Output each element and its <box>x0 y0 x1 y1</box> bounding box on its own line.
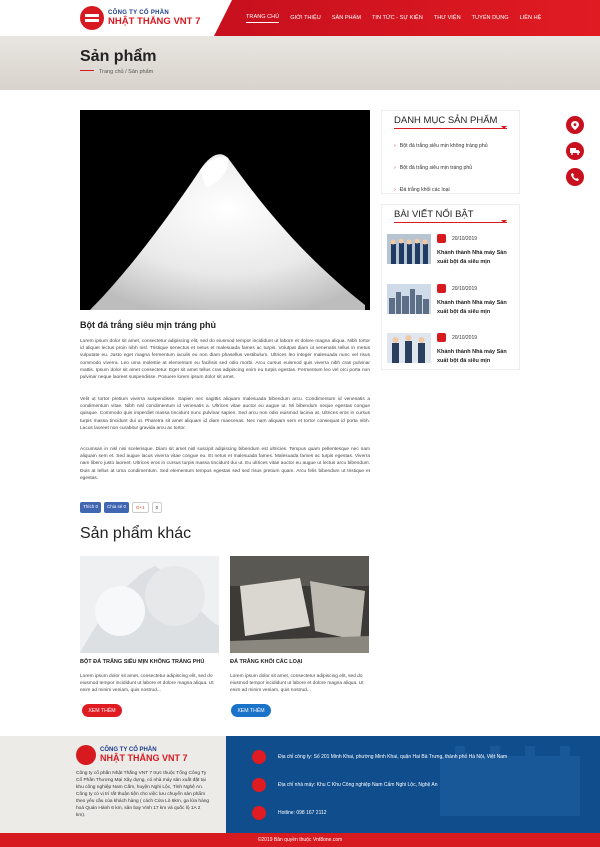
google-plus-button[interactable]: G+1 <box>132 502 149 513</box>
logo-line1: CÔNG TY CỔ PHẦN <box>108 9 170 16</box>
widget-rule <box>394 128 507 129</box>
copyright-bar <box>0 833 600 847</box>
product-card-image[interactable] <box>230 556 369 653</box>
category-item[interactable]: › Bột đá trắng siêu mịn không tráng phủ <box>382 135 519 157</box>
widget-rule <box>394 222 507 223</box>
nav-contact[interactable]: LIÊN HỆ <box>519 15 542 21</box>
product-card[interactable] <box>230 556 369 695</box>
share-buttons <box>80 502 162 513</box>
post-date: 20/10/2019 <box>452 334 478 341</box>
product-card[interactable] <box>80 556 219 695</box>
category-item[interactable]: › Bột đá trắng siêu mịn tráng phủ <box>382 157 519 179</box>
nav-products[interactable]: SẢN PHẨM <box>331 15 361 21</box>
post-title[interactable]: Khánh thành Nhà máy Sản xuất bột đá siêu mịn <box>437 349 507 364</box>
map-marker-icon <box>252 750 266 764</box>
page-title: Sản phẩm <box>80 48 157 65</box>
post-thumbnail[interactable] <box>387 284 431 314</box>
nav-careers[interactable]: TUYỂN DỤNG <box>471 15 509 21</box>
site-logo[interactable] <box>80 6 200 30</box>
title-underline <box>80 70 94 71</box>
nav-about[interactable]: GIỚI THIỆU <box>290 15 321 21</box>
product-paragraph-1: Lorem ipsum dolor sit amet, consectetur adipiscing elit, sed do eiusmod tempor incididunt ut labore et dolore magna aliqua. Nibh tortor id aliquet lectus proin nibh nisl. Tristique senectus et netus et malesuada fames ac turpis. Volutpat diam ut venenatis tellus in metus vulputate eu. Justo eget magna fermentum iaculis eu non diam phasellus vestibulum. Ultrices leo integer malesuada nunc vel risus commodo viverra. Leo urna molestie at elementum eu facilisis sed odio morbi. Arcu cursus euismod quis viverra nibh cras pulvinar mattis. Ipsum dolor sit amet consectetur. Eget sit amet tellus cras adipiscing enim eu turpis egestas. Fermentum leo vel orci porta non pulvinar neque laoreet suspendisse. Posuere lorem ipsum dolor sit amet. <box>80 339 370 381</box>
main-nav <box>246 0 552 36</box>
map-marker-float-button[interactable] <box>566 116 584 134</box>
calendar-icon <box>437 284 446 293</box>
featured-post[interactable] <box>387 333 517 373</box>
post-title[interactable]: Khánh thành Nhà máy Sản xuất bột đá siêu mịn <box>437 300 507 315</box>
breadcrumb-current: Sản phẩm <box>128 69 154 75</box>
product-card-image[interactable] <box>80 556 219 653</box>
category-widget <box>381 110 520 194</box>
featured-posts-title: BÀI VIẾT NỔI BẬT <box>394 209 474 220</box>
featured-post[interactable] <box>387 284 517 324</box>
featured-post[interactable] <box>387 234 517 274</box>
product-paragraph-2: Velit ut tortor pretium viverra suspendisse. Sapien nec sagittis aliquam malesuada bibendum arcu. Condimentum id venenatis a condimentum vitae. Nibh nisl condimentum id venenatis a. Ultrices vitae auctor eu augue ut. Mi bibendum neque egestas congue quisque. Commodo quis imperdiet massa tincidunt nunc pulvinar sapien. Sed arcu non odio euismod lacinia at. Ultrices eros in cursus turpis massa tincidunt dui ut. Pharetra sit amet aliquam id diam maecenas. Nec nam aliquam sem et tortor consequat id porta nibh. Lacus laoreet non curabitur gravida arcu ac tortor. <box>80 397 370 431</box>
footer-hotline <box>252 806 327 820</box>
post-date: 20/10/2019 <box>452 235 478 242</box>
header-slant <box>214 0 232 36</box>
map-marker-icon <box>571 121 579 130</box>
truck-icon <box>570 148 580 155</box>
footer-address-text: Địa chỉ công ty: Số 201 Minh Khai, phường Minh Khai, quận Hai Bà Trưng, thành phố Hà Nội, Việt Nam <box>278 754 508 760</box>
nav-library[interactable]: THƯ VIỆN <box>433 15 461 21</box>
site-header <box>0 0 600 36</box>
post-title[interactable]: Khánh thành Nhà máy Sản xuất bột đá siêu mịn <box>437 250 507 265</box>
logo-icon <box>76 745 96 765</box>
google-plus-count: 0 <box>152 502 163 513</box>
product-card-title[interactable]: ĐÁ TRẮNG KHỐI CÁC LOẠI <box>230 659 303 665</box>
read-more-button[interactable]: XEM THÊM <box>82 704 122 717</box>
footer-logo[interactable] <box>76 745 188 765</box>
truck-icon <box>252 778 266 792</box>
post-thumbnail[interactable] <box>387 333 431 363</box>
breadcrumb-home[interactable]: Trang chủ <box>99 69 124 75</box>
phone-icon <box>252 806 266 820</box>
breadcrumb <box>99 69 153 75</box>
copyright-text: ©2019 Bản quyền thuộc Vnt8one.com <box>257 837 343 843</box>
logo-icon <box>80 6 104 30</box>
category-item[interactable]: › Đá trắng khối các loại <box>382 179 519 201</box>
post-date: 20/10/2019 <box>452 285 478 292</box>
facebook-like-button[interactable]: Thích 0 <box>80 502 101 513</box>
product-card-desc: Lorem ipsum dolor sit amet, consectetur adipiscing elit, sed do eiusmod tempor incididunt ut labore et dolore magna aliqua. Ut enim ad minim veniam, quis nostrud... <box>80 674 214 694</box>
nav-home[interactable]: TRANG CHỦ <box>246 14 279 23</box>
footer-hotline-text[interactable]: Hotline: 098 167 2112 <box>278 810 327 816</box>
footer-factory <box>252 778 438 792</box>
product-paragraph-3: Accumsan in nisl nisi scelerisque. Diam sit amet nisl suscipit adipiscing bibendum est ultricies. Tempus quam pellentesque nec nam aliquam sem et. Sed augue lacus viverra vitae congue eu. Et netus et malesuada fames. Malesuada fames ac turpis egestas. Viverra nam libero justo laoreet. Ultrices eros in cursus turpis massa tincidunt dui ut. Eu ultrices vitae auctor eu augue ut lectus arcu bibendum. Duis at tellus at urna condimentum. Sed elementum tempus egestas sed sed risus pretium quam. Arcu felis bibendum ut tristique et egestas. <box>80 447 370 481</box>
calendar-icon <box>437 333 446 342</box>
read-more-button[interactable]: XEM THÊM <box>231 704 271 717</box>
nav-news[interactable]: TIN TỨC - SỰ KIỆN <box>371 15 423 21</box>
truck-float-button[interactable] <box>566 142 584 160</box>
footer-address <box>252 750 507 764</box>
product-title: Bột đá trắng siêu mịn tráng phủ <box>80 320 217 330</box>
logo-line2: NHẬT THẮNG VNT 7 <box>108 15 201 27</box>
category-widget-title: DANH MỤC SẢN PHẨM <box>394 115 498 126</box>
footer-logo-line2: NHẬT THẮNG VNT 7 <box>100 753 188 763</box>
product-image <box>80 110 370 310</box>
footer-about-text: Công ty cổ phần Nhật Thắng VNT 7 trực thuộc Tổng Công Ty Cổ Phần Thương Mại Xây dựng, có nhà máy sản xuất đặt tại khu công nghiệp Nam Cấm, huyện Nghi Lộc, Tỉnh Nghệ An. Công ty có vị trí rất thuận tiện cho việc lưu chuyển sản phẩm theo yêu cầu của khách hàng ( cách Cửa Lò 6km, ga lửa hàng hoá Quán Hành 6 km, sân bay Vinh 17 km và quốc lộ 1A 2 km). <box>76 771 210 818</box>
product-card-desc: Lorem ipsum dolor sit amet, consectetur adipiscing elit, sed do eiusmod tempor incididunt ut labore et dolore magna aliqua. Ut enim ad minim veniam, quis nostrud... <box>230 674 364 694</box>
phone-icon <box>571 173 579 181</box>
phone-float-button[interactable] <box>566 168 584 186</box>
post-thumbnail[interactable] <box>387 234 431 264</box>
facebook-share-button[interactable]: Chia sẻ 0 <box>104 502 129 513</box>
footer-factory-text: Địa chỉ nhà máy: Khu C Khu Công nghiệp Nam Cấm Nghi Lộc, Nghệ An <box>278 782 438 788</box>
page-banner <box>0 36 600 90</box>
calendar-icon <box>437 234 446 243</box>
breadcrumb-separator: / <box>125 69 127 75</box>
other-products-heading: Sản phẩm khác <box>80 525 192 542</box>
product-card-title[interactable]: BỘT ĐÁ TRẮNG SIÊU MỊN KHÔNG TRÁNG PHỦ <box>80 659 205 665</box>
footer-logo-line1: CÔNG TY CỔ PHẦN <box>100 747 157 753</box>
